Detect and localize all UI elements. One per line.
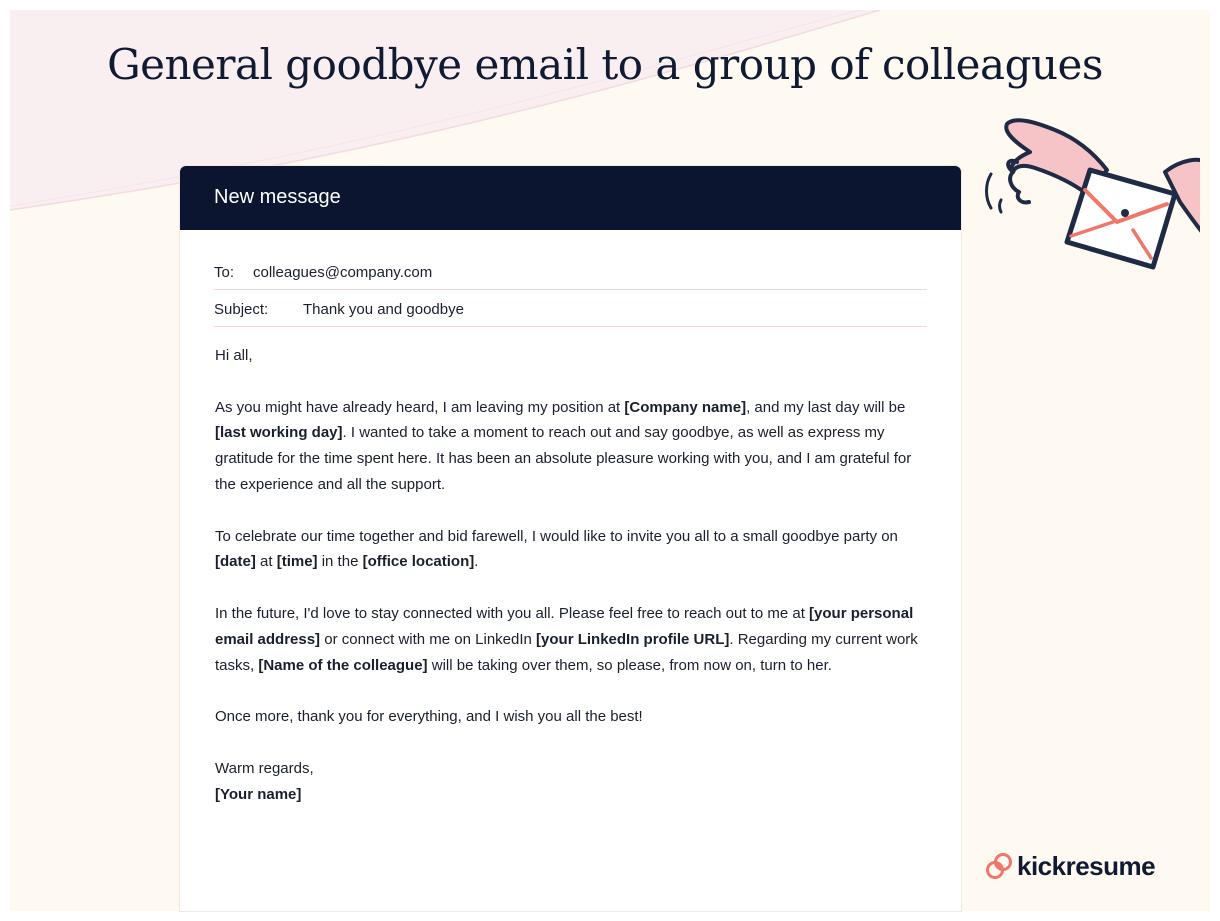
closing-line: Warm regards, [215,759,314,777]
subject-value[interactable]: Thank you and goodbye [303,301,464,318]
placeholder-email-address: [your personal email address] [215,604,914,648]
placeholder-office-location: [office location] [362,553,475,571]
kickresume-logo-icon [985,851,1013,881]
flying-envelope-illustration [975,112,1200,272]
to-value[interactable]: colleagues@company.com [253,264,433,281]
greeting-paragraph: Hi all, [215,347,253,364]
placeholder-last-working-day: [last working day] [215,424,343,442]
to-field[interactable] [214,253,927,290]
subject-label: Subject: [214,301,269,318]
motion-lines-icon [987,174,1002,212]
placeholder-company-name: [Company name] [624,398,747,416]
subject-field[interactable] [214,290,927,327]
compose-header: New message [180,166,961,230]
sign-off [215,756,931,808]
body-paragraph-2: To celebrate our time together and bid farewell, I would like to invite you all to a small goodbye party on [date] at [time] in the [office location]. [215,527,898,571]
brand-logo [985,848,1155,884]
to-label: To: [214,264,235,281]
body-paragraph-3: In the future, I'd love to stay connected with you all. Please feel free to reach out to me at [your personal email address] or connect with me on LinkedIn [your LinkedIn profile URL]. Regarding my current work tasks, [Name of the colleague] will be taking over them, so please, from now on, turn to her. [215,604,918,674]
placeholder-colleague-name: [Name of the colleague] [258,656,428,674]
brand-name: kickresume [1017,850,1156,881]
placeholder-date: [date] [215,553,256,571]
envelope-seal-dot [1121,209,1129,217]
placeholder-linkedin-url: [your LinkedIn profile URL] [536,630,730,648]
compose-window [180,166,961,911]
body-paragraph-1: As you might have already heard, I am leaving my position at [Company name], and my last day will be [last working day]. I wanted to take a moment to reach out and say goodbye, as well as express my gratitude for the time spent here. It has been an absolute pleasure working with you, and I am grateful for the experience and all the support. [215,398,912,493]
message-body[interactable] [215,343,931,807]
placeholder-your-name: [Your name] [215,785,302,803]
body-paragraph-4: Once more, thank you for everything, and I wish you all the best! [215,708,643,726]
placeholder-time: [time] [276,553,318,571]
page-title: General goodbye email to a group of colleagues [107,40,1103,89]
